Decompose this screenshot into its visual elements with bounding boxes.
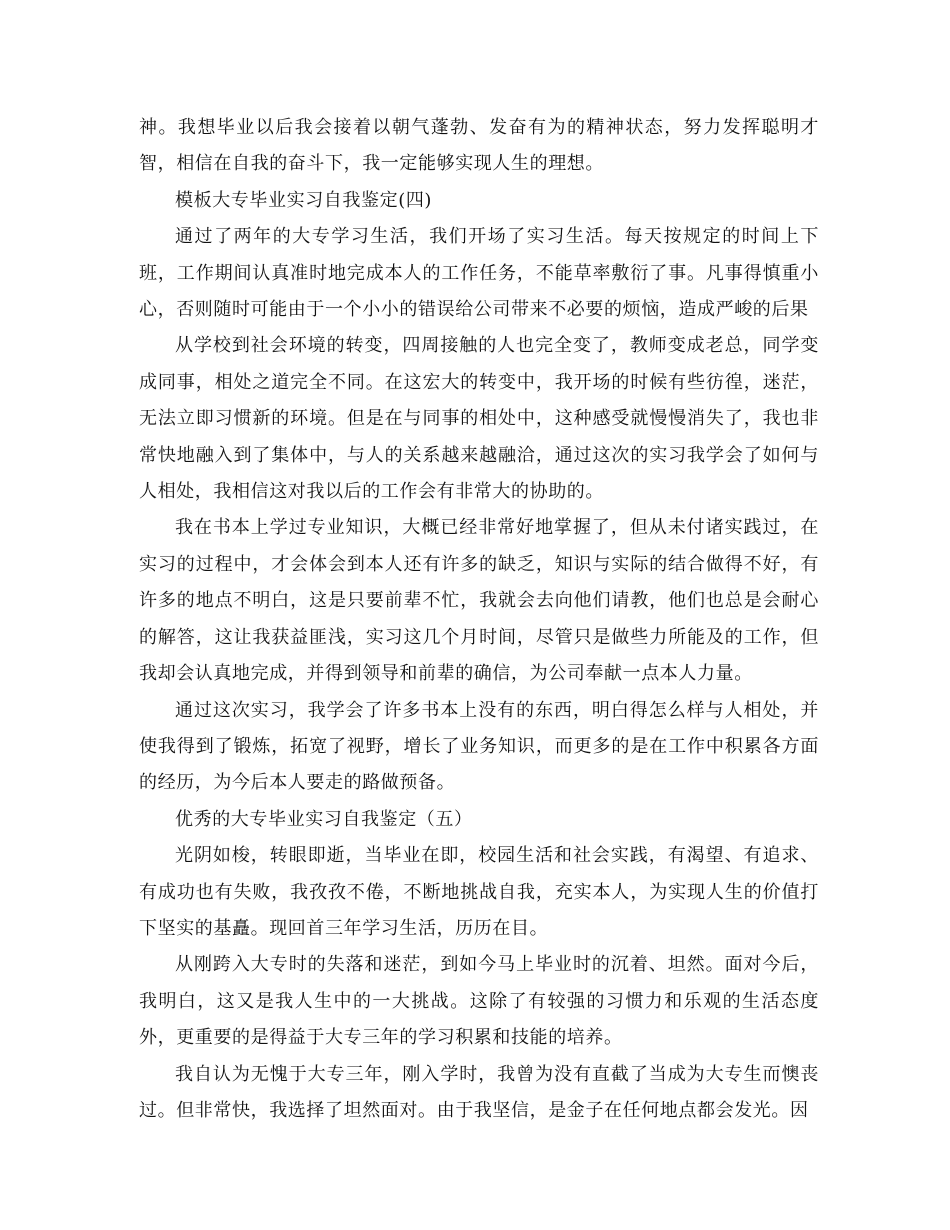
- section-heading-5: 优秀的大专毕业实习自我鉴定（五）: [175, 808, 473, 830]
- paragraph: 从刚跨入大专时的失落和迷茫，到如今马上毕业时的沉着、坦然。面对今后，我明白，这又是我人生中的一大挑战。这除了有较强的习惯力和乐观的生活态度外，更重要的是得益于大专三年的学习积累和技能的培养。: [139, 954, 819, 1049]
- paragraph: 通过了两年的大专学习生活，我们开场了实习生活。每天按规定的时间上下班，工作期间认真准时地完成本人的工作任务，不能草率敷衍了事。凡事得慎重小心，否则随时可能由于一个小小的错误给公司带来不必要的烦恼，造成严峻的后果: [139, 226, 819, 321]
- paragraph: 光阴如梭，转眼即逝，当毕业在即，校园生活和社会实践，有渴望、有追求、有成功也有失败，我孜孜不倦，不断地挑战自我，充实本人，为实现人生的价值打下坚实的基矗。现回首三年学习生活，历历在目。: [139, 845, 819, 939]
- document-body: [139, 110, 819, 1129]
- paragraph-continuation: 神。我想毕业以后我会接着以朝气蓬勃、发奋有为的精神状态，努力发挥聪明才智，相信在自我的奋斗下，我一定能够实现人生的理想。: [139, 117, 819, 175]
- paragraph: 我在书本上学过专业知识，大概已经非常好地掌握了，但从未付诸实践过，在实习的过程中，才会体会到本人还有许多的缺乏，知识与实际的结合做得不好，有许多的地点不明白，这是只要前辈不忙，我就会去向他们请教，他们也总是会耐心的解答，这让我获益匪浅，实习这几个月时间，尽管只是做些力所能及的工作，但我却会认真地完成，并得到领导和前辈的确信，为公司奉献一点本人力量。: [139, 517, 819, 685]
- section-heading-4: 模板大专毕业实习自我鉴定(四): [175, 189, 433, 211]
- paragraph: 通过这次实习，我学会了许多书本上没有的东西，明白得怎么样与人相处，并使我得到了锻炼，拓宽了视野，增长了业务知识，而更多的是在工作中积累各方面的经历，为今后本人要走的路做预备。: [139, 699, 819, 794]
- paragraph: 从学校到社会环境的转变，四周接触的人也完全变了，教师变成老总，同学变成同事，相处之道完全不同。在这宏大的转变中，我开场的时候有些彷徨，迷茫，无法立即习惯新的环境。但是在与同事的相处中，这种感受就慢慢消失了，我也非常快地融入到了集体中，与人的关系越来越融洽，通过这次的实习我学会了如何与人相处，我相信这对我以后的工作会有非常大的协助的。: [139, 335, 819, 503]
- paragraph: 我自认为无愧于大专三年，刚入学时，我曾为没有直截了当成为大专生而懊丧过。但非常快，我选择了坦然面对。由于我坚信，是金子在任何地点都会发光。因: [139, 1063, 819, 1121]
